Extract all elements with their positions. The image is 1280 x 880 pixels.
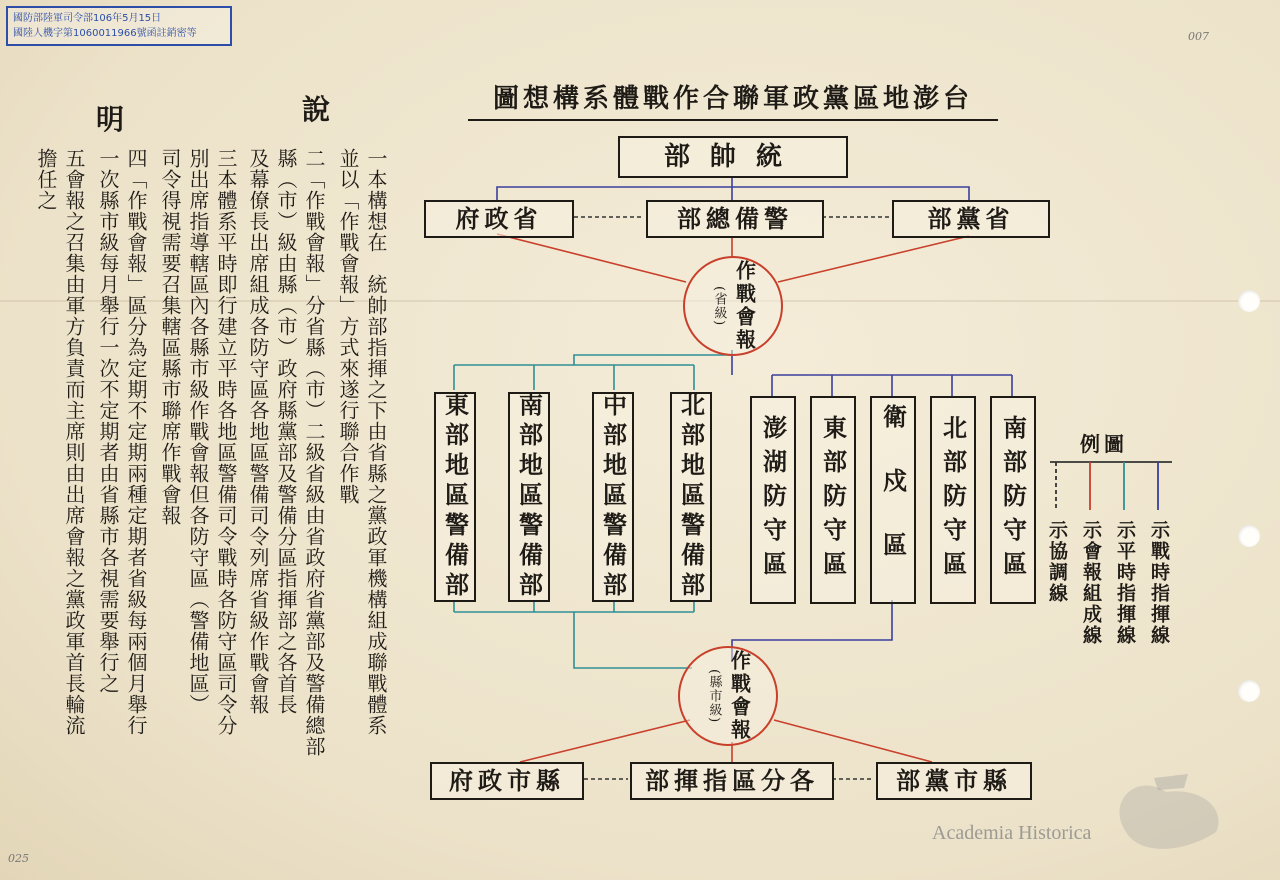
explanation-line: 三本體系平時即行建立平時各地區警備司令戰時各防守區司令分 xyxy=(214,148,238,736)
explanation-line: 擔任之 xyxy=(34,148,58,211)
explanation-line: 縣（市）級由縣（市）政府縣黨部及警備分區指揮部之各首長 xyxy=(274,148,298,715)
meeting-level-label: (省級) xyxy=(711,285,727,327)
explanation-line: 一次縣市級每月舉行一次不定期者由省縣市各視需要舉行之 xyxy=(96,148,120,694)
garrison-area-box: 南部地區警備部 xyxy=(508,392,550,602)
meeting-label: 作戰會報 xyxy=(727,650,752,742)
legend-title: 圖例 xyxy=(1080,432,1128,456)
supreme-command-box: 統帥部 xyxy=(618,136,848,178)
legend-item-coordination: 示協調線 xyxy=(1046,520,1068,604)
legend-item-peacetime: 示平時指揮線 xyxy=(1114,520,1136,646)
explanation-heading-left: 明 xyxy=(96,103,127,136)
stamp-line: 國陸人機字第1060011966號函註銷密等 xyxy=(13,28,197,39)
defense-zone-box: 北部防守區 xyxy=(930,396,976,604)
garrison-area-box: 中部地區警備部 xyxy=(592,392,634,602)
county-party-box: 縣市黨部 xyxy=(876,762,1032,800)
provincial-party-box: 省黨部 xyxy=(892,200,1050,238)
explanation-line: 四「作戰會報」區分為定期不定期兩種定期者省級每兩個月舉行 xyxy=(124,148,148,736)
meeting-label: 作戰會報 xyxy=(732,260,757,352)
legend-item-meeting: 示會報組成線 xyxy=(1080,520,1102,646)
county-government-box: 縣市政府 xyxy=(430,762,584,800)
explanation-line: 並以「作戰會報」方式來遂行聯合作戰 xyxy=(336,148,360,505)
watermark-text: Academia Historica xyxy=(932,822,1092,844)
explanation-line: 五會報之召集由軍方負責而主席則由出席會報之黨政軍首長輪流 xyxy=(62,148,86,736)
garrison-area-box: 東部地區警備部 xyxy=(434,392,476,602)
explanation-line: 一本構想在 統帥部指揮之下由省縣之黨政軍機構組成聯戰體系 xyxy=(364,148,388,736)
page-number-mark: 025 xyxy=(8,852,29,865)
provincial-government-box: 省政府 xyxy=(424,200,574,238)
garrison-headquarters-box: 警備總部 xyxy=(646,200,824,238)
meeting-level-label: (縣市級) xyxy=(706,668,722,724)
garrison-area-box: 北部地區警備部 xyxy=(670,392,712,602)
legend-item-wartime: 示戰時指揮線 xyxy=(1148,520,1170,646)
defense-zone-box: 南部防守區 xyxy=(990,396,1036,604)
diagram-title: 台澎地區黨政軍聯合作戰體系構想圖 xyxy=(468,78,998,121)
explanation-line: 別出席指導轄區內各縣市級作戰會報但各防守區（警備地區） xyxy=(186,148,210,715)
county-meeting-circle xyxy=(678,646,778,746)
explanation-line: 二「作戰會報」分省縣（市）二級省級由省政府省黨部及警備總部 xyxy=(302,148,326,757)
stamp-line: 國防部陸軍司令部106年5月15日 xyxy=(13,13,162,24)
explanation-heading-right: 說 xyxy=(302,93,333,126)
legend-lines xyxy=(1050,462,1172,510)
provincial-meeting-circle xyxy=(683,256,783,356)
page-number-mark: 007 xyxy=(1188,30,1209,43)
defense-zone-box: 衛戍區 xyxy=(870,396,916,604)
defense-zone-box: 東部防守區 xyxy=(810,396,856,604)
district-command-box: 各分區指揮部 xyxy=(630,762,834,800)
defense-zone-box: 澎湖防守區 xyxy=(750,396,796,604)
explanation-line: 及幕僚長出席組成各防守區各地區警備司令列席省級作戰會報 xyxy=(246,148,270,715)
explanation-line: 司令得視需要召集轄區縣市聯席作戰會報 xyxy=(158,148,182,526)
